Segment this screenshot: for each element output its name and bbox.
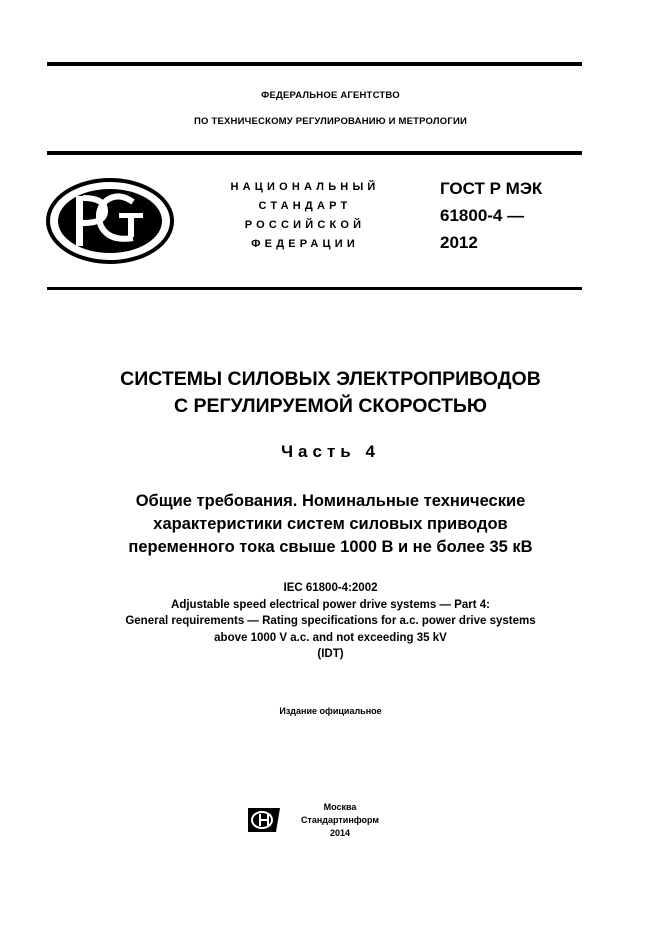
publication-year: 2014 bbox=[329, 828, 351, 838]
part-number: Часть 4 bbox=[281, 442, 380, 461]
agency-line-2: ПО ТЕХНИЧЕСКОМУ РЕГУЛИРОВАНИЮ И МЕТРОЛОГИИ bbox=[194, 116, 467, 127]
standard-type-line-3: РОССИЙСКОЙ bbox=[244, 219, 366, 231]
edition-label: Издание официальное bbox=[279, 706, 382, 716]
header-rule bbox=[47, 151, 582, 155]
iec-reference-line-2: Adjustable speed electrical power drive systems — Part 4: bbox=[171, 599, 490, 611]
subtitle-line-1: Общие требования. Номинальные технические bbox=[135, 492, 526, 510]
standard-type-line-2: СТАНДАРТ bbox=[258, 200, 352, 212]
iec-reference-line-4: above 1000 V a.c. and not exceeding 35 kV bbox=[214, 632, 447, 644]
publisher-name: Стандартинформ bbox=[300, 815, 380, 825]
gost-r-certification-mark-icon bbox=[45, 178, 175, 264]
publisher-city: Москва bbox=[323, 802, 357, 812]
standard-designation-line-2: 61800-4 — bbox=[440, 206, 525, 225]
standartinform-logo-icon bbox=[246, 805, 282, 835]
standard-type-line-1: НАЦИОНАЛЬНЫЙ bbox=[230, 181, 380, 193]
subtitle-line-2: характеристики систем силовых приводов bbox=[153, 515, 508, 533]
standard-designation-line-1: ГОСТ Р МЭК bbox=[440, 179, 543, 198]
iec-reference-line-5: (IDT) bbox=[317, 648, 344, 660]
masthead-bottom-rule bbox=[47, 287, 582, 290]
iec-reference-line-3: General requirements — Rating specifications for a.c. power drive systems bbox=[125, 615, 536, 627]
document-title-line-1: СИСТЕМЫ СИЛОВЫХ ЭЛЕКТРОПРИВОДОВ bbox=[120, 368, 541, 390]
standard-type-line-4: ФЕДЕРАЦИИ bbox=[251, 238, 359, 250]
document-title-line-2: С РЕГУЛИРУЕМОЙ СКОРОСТЬЮ bbox=[173, 395, 488, 417]
standard-designation-line-3: 2012 bbox=[440, 233, 478, 252]
agency-line-1: ФЕДЕРАЛЬНОЕ АГЕНТСТВО bbox=[261, 90, 400, 101]
subtitle-line-3: переменного тока свыше 1000 В и не более 35 кВ bbox=[128, 538, 533, 556]
top-rule bbox=[47, 62, 582, 66]
iec-reference-line-1: IEC 61800-4:2002 bbox=[283, 582, 378, 594]
